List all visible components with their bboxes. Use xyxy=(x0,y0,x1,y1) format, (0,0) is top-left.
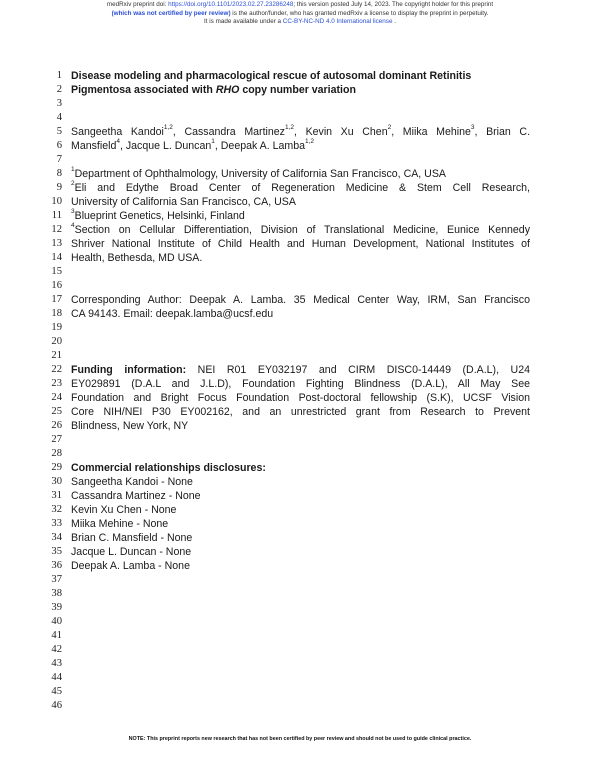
affiliation-3 xyxy=(71,210,245,222)
line-number: 34 xyxy=(51,532,62,543)
affiliation-2-line-1 xyxy=(71,182,530,194)
header-text: It is made available under a xyxy=(204,18,283,25)
disclosure-item: Kevin Xu Chen - None xyxy=(71,504,177,516)
funding-line-3: Foundation and Bright Focus Foundation Post-doctoral fellowship (S.K), UCSF Vision xyxy=(71,392,530,404)
license-link[interactable]: CC-BY-NC-ND 4.0 International license xyxy=(282,18,393,25)
preprint-header-line-3 xyxy=(0,18,600,26)
line-number: 3 xyxy=(56,98,62,109)
line-number: 14 xyxy=(51,252,62,263)
line-number: 44 xyxy=(51,672,62,683)
disclosures-heading: Commercial relationships disclosures: xyxy=(71,462,266,474)
line-number: 22 xyxy=(51,364,62,375)
line-number: 43 xyxy=(51,658,62,669)
line-number: 46 xyxy=(51,700,62,711)
line-number: 24 xyxy=(51,392,62,403)
header-text: is the author/funder, who has granted medRxiv a license to display the preprint in perpetuity. xyxy=(230,9,489,17)
line-number: 29 xyxy=(51,462,62,473)
line-number: 18 xyxy=(51,308,62,319)
line-number: 40 xyxy=(51,616,62,627)
author-name: , Brian C. xyxy=(474,126,531,138)
line-number: 36 xyxy=(51,560,62,571)
preprint-header-line-1 xyxy=(0,1,600,9)
line-number: 2 xyxy=(56,84,62,95)
affiliation-text: Department of Ophthalmology, University of California San Francisco, CA, USA xyxy=(74,168,446,180)
preprint-footer-note: NOTE: This preprint reports new research that has not been certified by peer review and should not be used to guide clinical practice. xyxy=(128,736,472,742)
line-number: 6 xyxy=(56,140,62,151)
affiliation-marker: 1 xyxy=(71,166,75,174)
line-number: 41 xyxy=(51,630,62,641)
disclosure-item: Brian C. Mansfield - None xyxy=(71,532,193,544)
affiliation-1 xyxy=(71,168,446,180)
affiliation-marker: 3 xyxy=(470,124,475,132)
line-number: 9 xyxy=(56,182,62,193)
line-number: 5 xyxy=(56,126,62,137)
line-number: 27 xyxy=(51,434,62,445)
line-number: 21 xyxy=(51,350,62,361)
affiliation-marker: 1,2 xyxy=(305,138,315,146)
affiliation-marker: 4 xyxy=(116,138,120,146)
line-number: 26 xyxy=(51,420,62,431)
funding-line-2: EY029891 (D.A.L and J.L.D), Foundation Fighting Blindness (D.A.L), All May See xyxy=(71,378,530,390)
preprint-header-line-2 xyxy=(0,10,600,18)
line-number: 30 xyxy=(51,476,62,487)
disclosure-item: Jacque L. Duncan - None xyxy=(71,546,192,558)
author-name: , Kevin Xu Chen xyxy=(294,126,388,138)
disclosure-item: Deepak A. Lamba - None xyxy=(71,560,190,572)
line-number: 33 xyxy=(51,518,62,529)
affiliation-2-line-2: University of California San Francisco, CA, USA xyxy=(71,196,296,208)
author-name: Mansfield xyxy=(71,140,117,152)
affiliation-marker: 1,2 xyxy=(284,124,294,132)
author-name: , Jacque L. Duncan xyxy=(119,140,212,152)
affiliation-4-line-3: Health, Bethesda, MD USA. xyxy=(71,252,203,264)
line-number: 10 xyxy=(51,196,62,207)
line-number: 8 xyxy=(56,168,62,179)
line-number: 42 xyxy=(51,644,62,655)
header-text: ; this version posted July 14, 2023. The copyright holder for this preprint xyxy=(293,1,494,8)
funding-label: Funding information: xyxy=(71,364,187,376)
paper-title-line-1: Disease modeling and pharmacological rescue of autosomal dominant Retinitis xyxy=(71,70,472,82)
peer-review-notice: (which was not certified by peer review) xyxy=(111,9,231,17)
disclosure-item: Sangeetha Kandoi - None xyxy=(71,476,193,488)
doi-link[interactable]: https://doi.org/10.1101/2023.02.27.23286248 xyxy=(168,1,294,8)
line-number: 19 xyxy=(51,322,62,333)
affiliation-marker: 3 xyxy=(71,208,75,216)
line-number: 17 xyxy=(51,294,62,305)
funding-text: NEI R01 EY032197 and CIRM DISC0-14449 (D.A.L), U24 xyxy=(186,364,530,376)
line-number: 45 xyxy=(51,686,62,697)
line-number: 16 xyxy=(51,280,62,291)
title-text: Pigmentosa associated with xyxy=(71,84,216,96)
funding-line-4: Core NIH/NEI P30 EY002162, and an unrestricted grant from Research to Prevent xyxy=(71,406,530,418)
title-text: copy number variation xyxy=(239,84,356,96)
author-name: , Cassandra Martinez xyxy=(172,126,285,138)
line-number: 7 xyxy=(56,154,62,165)
gene-name: RHO xyxy=(215,84,240,96)
affiliation-4-line-1 xyxy=(71,224,530,236)
disclosure-item: Miika Mehine - None xyxy=(71,518,169,530)
line-number: 20 xyxy=(51,336,62,347)
line-number: 39 xyxy=(51,602,62,613)
line-number: 31 xyxy=(51,490,62,501)
line-number: 13 xyxy=(51,238,62,249)
affiliation-4-line-2: Shriver National Institute of Child Health and Human Development, National Institutes of xyxy=(71,238,530,250)
header-text: . xyxy=(392,18,396,25)
line-number: 38 xyxy=(51,588,62,599)
affiliation-marker: 1 xyxy=(211,138,215,146)
author-name: , Deepak A. Lamba xyxy=(214,140,305,152)
author-name: , Miika Mehine xyxy=(391,126,471,138)
line-number: 35 xyxy=(51,546,62,557)
author-list-line-2 xyxy=(71,140,314,152)
affiliation-marker: 2 xyxy=(387,124,392,132)
line-number: 4 xyxy=(56,112,62,123)
line-number: 23 xyxy=(51,378,62,389)
author-name: Sangeetha Kandoi xyxy=(71,126,164,138)
affiliation-marker: 4 xyxy=(71,222,75,230)
affiliation-marker: 1,2 xyxy=(163,124,173,132)
line-number: 1 xyxy=(56,70,62,81)
disclosure-item: Cassandra Martinez - None xyxy=(71,490,201,502)
corresponding-author-line-2: CA 94143. Email: deepak.lamba@ucsf.edu xyxy=(71,308,274,320)
corresponding-author-line-1: Corresponding Author: Deepak A. Lamba. 35 Medical Center Way, IRM, San Francisco xyxy=(71,294,530,306)
funding-line-5: Blindness, New York, NY xyxy=(71,420,189,432)
affiliation-text: Blueprint Genetics, Helsinki, Finland xyxy=(74,210,245,222)
line-number: 11 xyxy=(51,210,62,221)
affiliation-marker: 2 xyxy=(71,180,75,188)
line-number: 25 xyxy=(51,406,62,417)
paper-title-line-2 xyxy=(71,84,356,96)
line-number: 12 xyxy=(51,224,62,235)
affiliation-text: Eli and Edythe Broad Center of Regeneration Medicine & Stem Cell Research, xyxy=(74,182,530,194)
line-number: 28 xyxy=(51,448,62,459)
line-number: 37 xyxy=(51,574,62,585)
funding-line-1 xyxy=(71,364,530,376)
line-number: 15 xyxy=(51,266,62,277)
header-text: medRxiv preprint doi: xyxy=(106,1,169,8)
affiliation-text: Section on Cellular Differentiation, Division of Translational Medicine, Eunice Kennedy xyxy=(74,224,530,236)
line-number: 32 xyxy=(51,504,62,515)
author-list-line-1 xyxy=(71,126,530,138)
